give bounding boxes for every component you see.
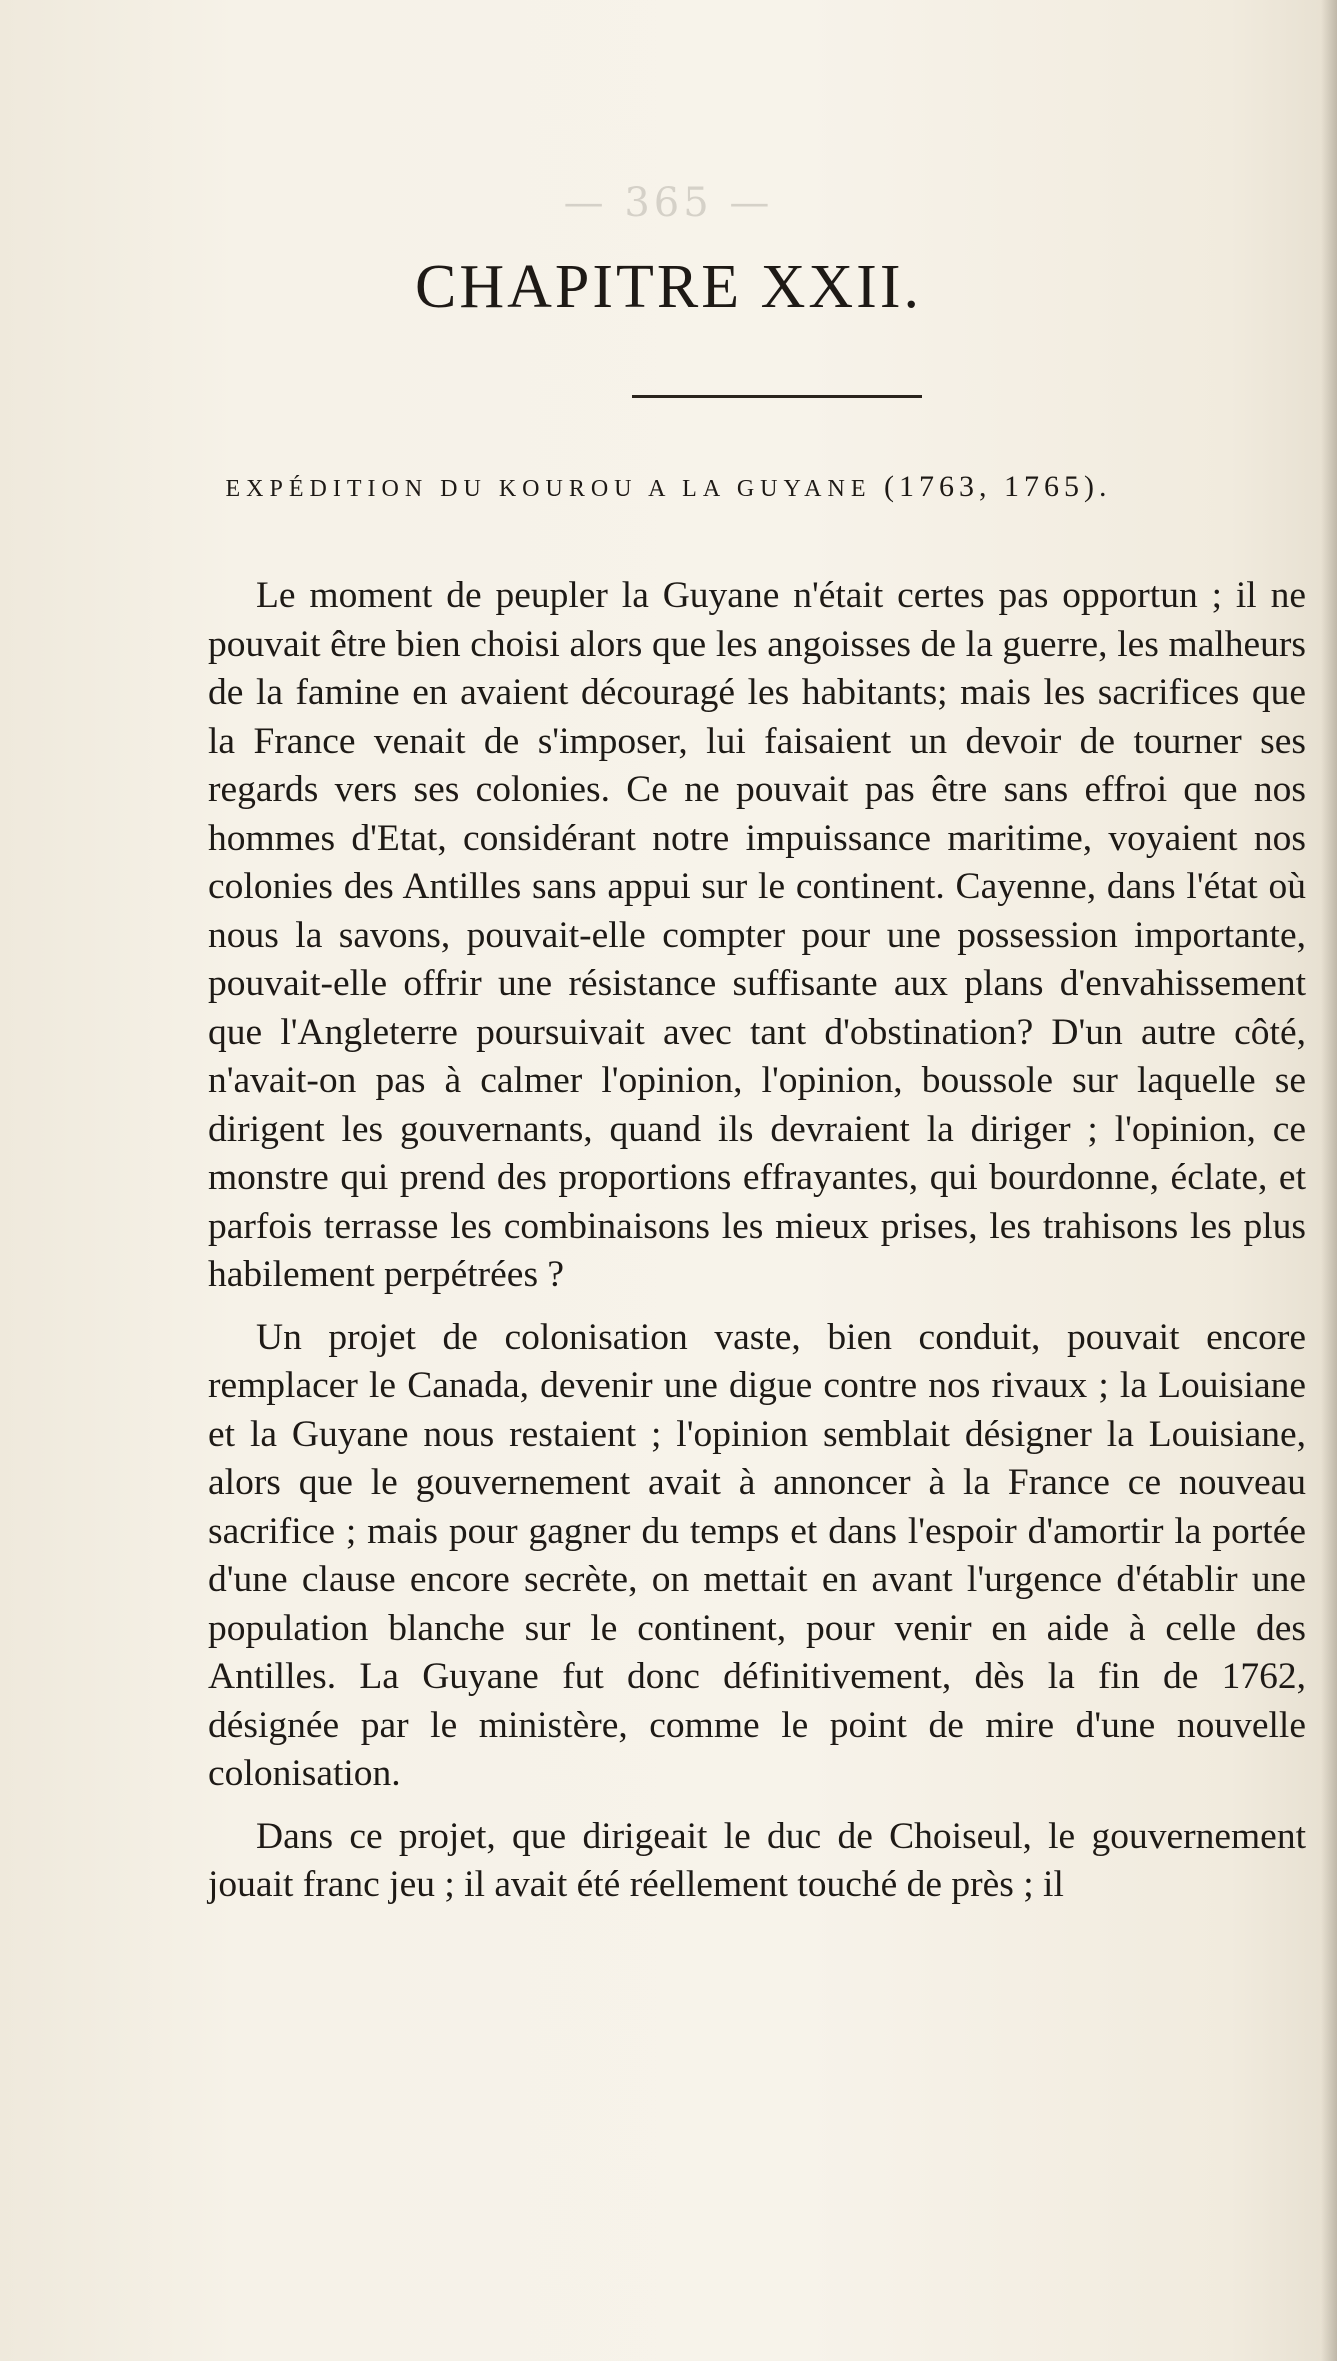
title-divider: [632, 395, 922, 398]
body-text: [208, 572, 1306, 1924]
paragraph: Un projet de colonisation vaste, bien conduit, pouvait encore remplacer le Canada, devenir une digue contre nos rivaux ; la Louisiane et la Guyane nous restaient ; l'opinion semblait désigner la Louisiane, alors que le gouvernement avait à annoncer à la France ce nouveau sacrifice ; mais pour gagner du temps et dans l'espoir d'amortir la portée d'une clause encore secrète, on mettait en avant l'urgence d'établir une population blanche sur le continent, pour venir en aide à celle des Antilles. La Guyane fut donc définitivement, dès la fin de 1762, désignée par le ministère, comme le point de mire d'une nouvelle colonisation.: [208, 1316, 1306, 1794]
page-edge-shadow: [1321, 0, 1337, 2361]
subtitle-text: EXPÉDITION DU KOUROU A LA GUYANE: [225, 476, 872, 502]
subtitle-dates: (1763, 1765).: [884, 470, 1112, 503]
page-number: — 365 —: [563, 180, 774, 226]
chapter-title: CHAPITRE XXII.: [415, 253, 922, 321]
paragraph: Dans ce projet, que dirigeait le duc de Choiseul, le gouvernement jouait franc jeu ; il avait été réellement touché de près ; il: [208, 1815, 1306, 1905]
paragraph: Le moment de peupler la Guyane n'était certes pas opportun ; il ne pouvait être bien choisi alors que les angoisses de la guerre, les malheurs de la famine en avaient découragé les habitants; mais les sacrifices que la France venait de s'imposer, lui faisaient un devoir de tourner ses regards vers ses colonies. Ce ne pouvait pas être sans effroi que nos hommes d'Etat, considérant notre impuissance maritime, voyaient nos colonies des Antilles sans appui sur le continent. Cayenne, dans l'état où nous la savons, pouvait-elle compter pour une possession importante, pouvait-elle offrir une résistance suffisante aux plans d'envahissement que l'Angleterre poursuivait avec tant d'obstination? D'un autre côté, n'avait-on pas à calmer l'opinion, l'opinion, boussole sur laquelle se dirigent les gouvernants, quand ils devraient la diriger ; l'opinion, ce monstre qui prend des proportions effrayantes, qui bourdonne, éclate, et parfois terrasse les combinaisons les mieux prises, les trahisons les plus habilement perpétrées ?: [208, 575, 1306, 1295]
chapter-subtitle: [0, 470, 1337, 504]
